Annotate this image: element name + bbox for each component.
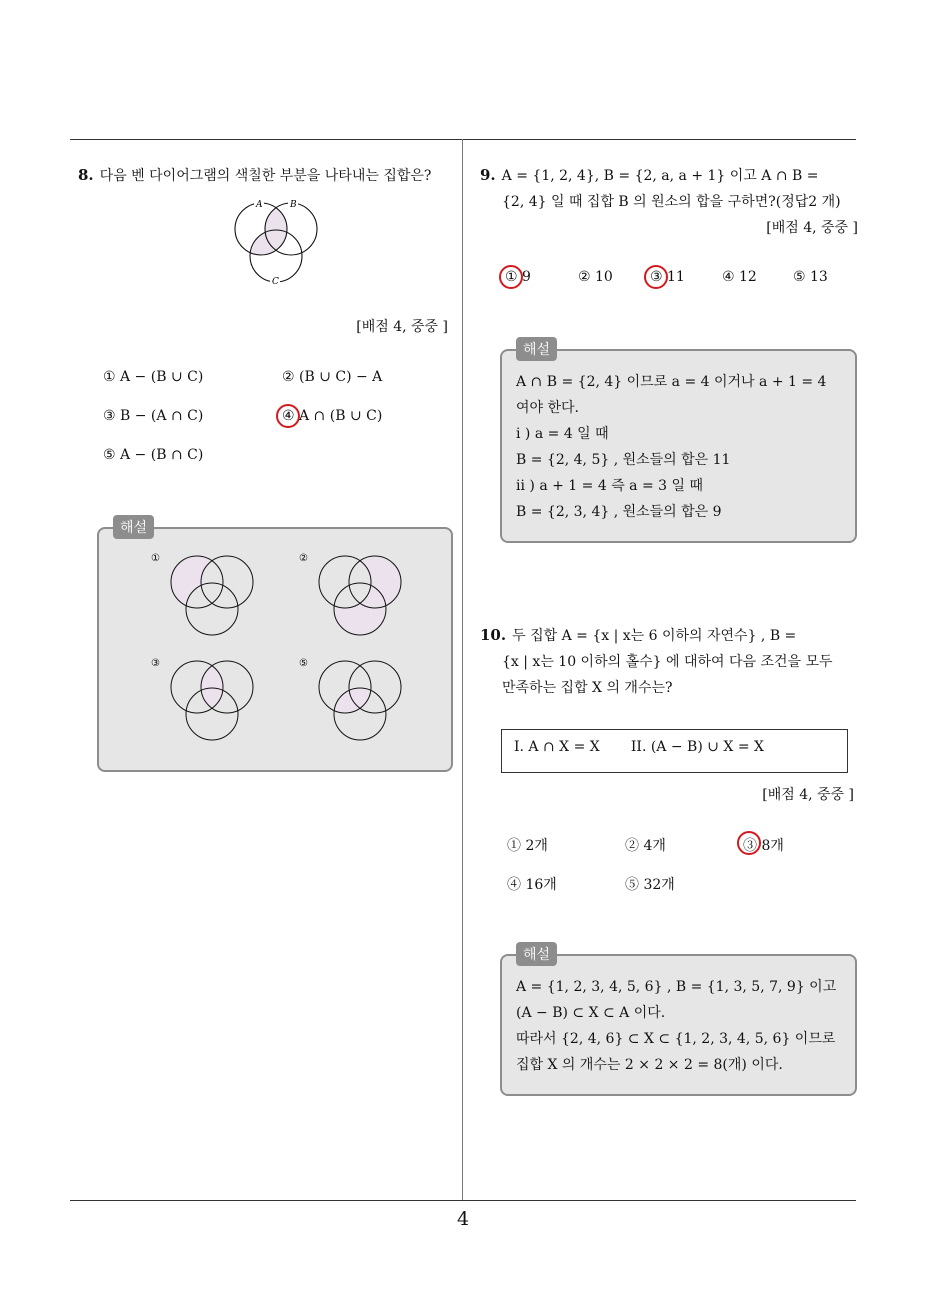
q10-solution-line-4: 집합 X 의 개수는 2 × 2 × 2 = 8(개) 이다. <box>516 1057 783 1073</box>
column-divider <box>462 139 463 1200</box>
q9-solution-tag: 해설 <box>516 337 557 361</box>
venn-label-a: A <box>256 200 263 210</box>
q10-option-2[interactable]: ② 4개 <box>625 838 666 854</box>
q8-number: 8. <box>78 166 94 184</box>
q9-line1: A = {1, 2, 4}, B = {2, a, a + 1} 이고 A ∩ B = <box>501 168 819 184</box>
q9-solution-line-3: i ) a = 4 일 때 <box>516 426 609 442</box>
q10-line3: 만족하는 집합 X 의 개수는? <box>502 680 673 696</box>
solution-venn-1 <box>149 549 269 644</box>
top-rule <box>70 139 856 140</box>
q9-number: 9. <box>480 166 496 184</box>
solution-venn-2-marker: ② <box>299 553 308 564</box>
q8-venn-diagram <box>228 196 328 291</box>
solution-venn-1-marker: ① <box>151 553 160 564</box>
q9-solution-line-6: B = {2, 3, 4} , 원소들의 합은 9 <box>516 504 722 520</box>
page-number: 4 <box>456 1208 470 1230</box>
q10-option-1[interactable]: ① 2개 <box>507 838 548 854</box>
q8-option-1[interactable]: ① A − (B ∪ C) <box>103 369 204 385</box>
q8-option-2[interactable]: ② (B ∪ C) − A <box>282 369 383 385</box>
solution-venn-2 <box>297 549 417 644</box>
q10-stem <box>480 622 860 701</box>
q9-option-3[interactable]: ③ 11 <box>650 269 685 285</box>
q9-solution-line-4: B = {2, 4, 5} , 원소들의 합은 11 <box>516 452 731 468</box>
q9-option-4[interactable]: ④ 12 <box>722 269 757 285</box>
q9-solution-line-1: A ∩ B = {2, 4} 이므로 a = 4 이거나 a + 1 = 4 <box>516 374 827 390</box>
q9-stem <box>480 162 860 241</box>
q8-option-5[interactable]: ⑤ A − (B ∩ C) <box>103 447 204 463</box>
q9-option-5[interactable]: ⑤ 13 <box>793 269 828 285</box>
q8-option-4[interactable]: ④ A ∩ (B ∪ C) <box>282 408 383 424</box>
q10-solution-tag: 해설 <box>516 942 557 966</box>
q8-solution-tag: 해설 <box>113 515 154 539</box>
solution-venn-3-marker: ③ <box>151 658 160 669</box>
q9-solution-line-5: ii ) a + 1 = 4 즉 a = 3 일 때 <box>516 478 703 494</box>
bottom-rule <box>70 1200 856 1201</box>
solution-venn-4-marker: ⑤ <box>299 658 308 669</box>
q8-solution-box <box>97 520 453 772</box>
venn-label-b: B <box>290 200 297 210</box>
q8-stem <box>78 162 458 189</box>
q8-score: [배점 4, 중중 ] <box>356 319 448 335</box>
q10-option-3[interactable]: ③ 8개 <box>743 838 784 854</box>
q9-solution-line-2: 여야 한다. <box>516 400 579 416</box>
q10-condition-box: I. A ∩ X = X II. (A − B) ∪ X = X <box>501 729 848 773</box>
q10-number: 10. <box>480 626 507 644</box>
solution-venn-4 <box>297 654 417 749</box>
q10-line1: 두 집합 A = {x | x는 6 이하의 자연수} , B = <box>512 628 797 644</box>
solution-venn-3 <box>149 654 269 749</box>
q8-option-3[interactable]: ③ B − (A ∩ C) <box>103 408 204 424</box>
q10-solution-line-3: 따라서 {2, 4, 6} ⊂ X ⊂ {1, 2, 3, 4, 5, 6} 이므로 <box>516 1031 836 1047</box>
q9-solution-box <box>500 342 857 543</box>
q10-line2: {x | x는 10 이하의 홀수} 에 대하여 다음 조건을 모두 <box>502 654 833 670</box>
venn-label-c: C <box>272 277 279 287</box>
q9-score: [배점 4, 중중 ] <box>766 220 858 236</box>
q10-solution-line-1: A = {1, 2, 3, 4, 5, 6} , B = {1, 3, 5, 7, 9} 이고 <box>516 979 837 995</box>
q9-line2: {2, 4} 일 때 집합 B 의 원소의 합을 구하면?(정답2 개) <box>502 194 841 210</box>
q10-option-4[interactable]: ④ 16개 <box>507 877 557 893</box>
q8-text: 다음 벤 다이어그램의 색칠한 부분을 나타내는 집합은? <box>99 168 432 184</box>
q10-solution-line-2: (A − B) ⊂ X ⊂ A 이다. <box>516 1005 666 1021</box>
q10-option-5[interactable]: ⑤ 32개 <box>625 877 675 893</box>
q9-option-2[interactable]: ② 10 <box>578 269 613 285</box>
q10-score: [배점 4, 중중 ] <box>762 787 854 803</box>
q10-solution-box <box>500 947 857 1096</box>
q9-option-1[interactable]: ① 9 <box>505 269 531 285</box>
